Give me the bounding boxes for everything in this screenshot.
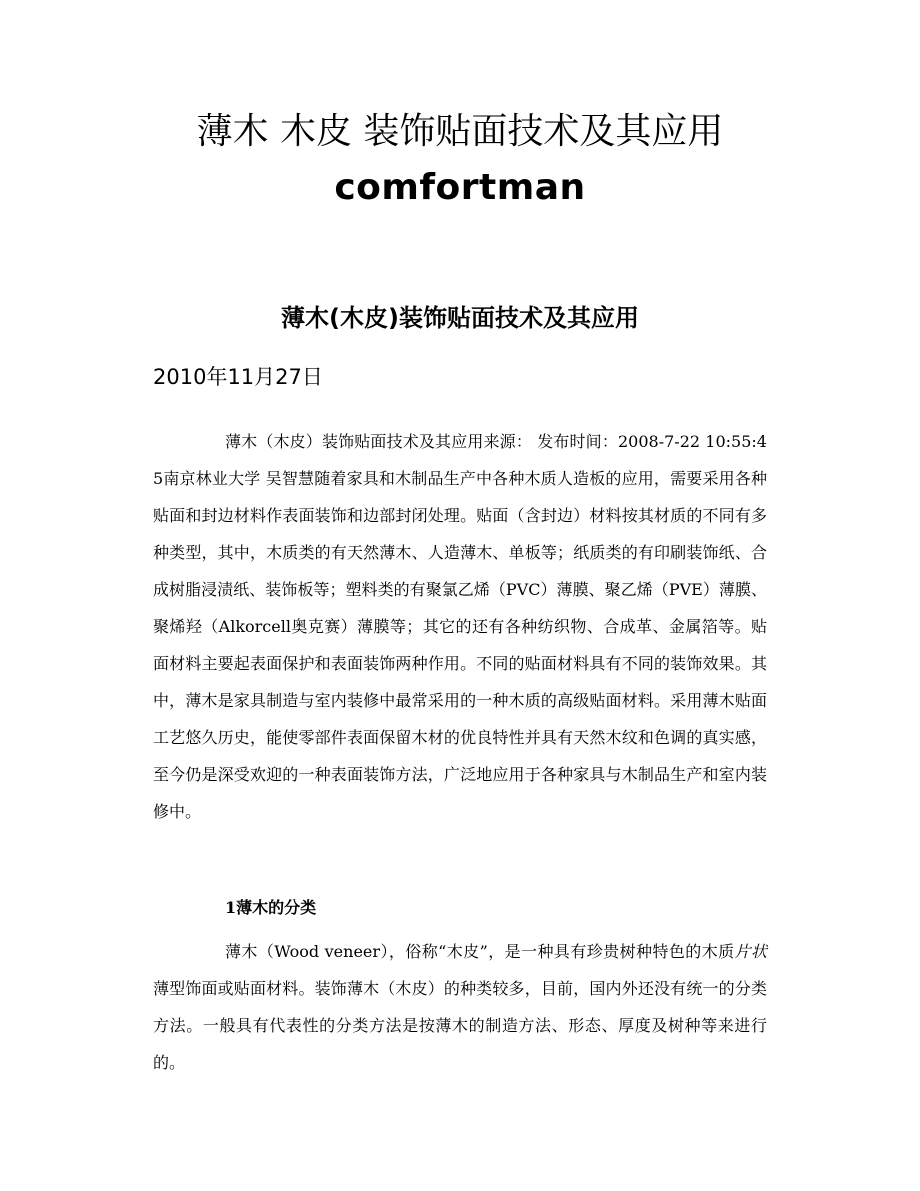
document-title-line2: comfortman (334, 167, 586, 208)
classification-paragraph (153, 933, 767, 1081)
publish-date: 2010年11月27日 (153, 365, 323, 389)
intro-paragraph: 薄木（木皮）装饰贴面技术及其应用来源： 发布时间：2008-7-22 10:55:45南京林业大学 吴智慧随着家具和木制品生产中各种木质人造板的应用，需要采用各种贴面和封边材料作表面装饰和边部封闭处理。贴面（含封边）材料按其材质的不同有多种类型，其中，木质类的有天然薄木、人造薄木、单板等；纸质类的有印刷装饰纸、合成树脂浸渍纸、装饰板等；塑料类的有聚氯乙烯（PVC）薄膜、聚乙烯（PVE）薄膜、聚烯羟（Alkorcell奥克赛）薄膜等；其它的还有各种纺织物、合成革、金属箔等。贴面材料主要起表面保护和表面装饰两种作用。不同的贴面材料具有不同的装饰效果。其中，薄木是家具制造与室内装修中最常采用的一种木质的高级贴面材料。采用薄木贴面工艺悠久历史，能使零部件表面保留木材的优良特性并具有天然木纹和色调的真实感，至今仍是深受欢迎的一种表面装饰方法，广泛地应用于各种家具与木制品生产和室内装修中。 (153, 432, 767, 821)
document-title (0, 104, 920, 216)
classification-paragraph-text-1: 薄木（Wood veneer），俗称“木皮”，是一种具有珍贵树种特色的木质 (225, 942, 735, 961)
section-heading-classification: 1薄木的分类 (225, 898, 317, 917)
classification-paragraph-text-2: 薄型饰面或贴面材料。装饰薄木（木皮）的种类较多，目前，国内外还没有统一的分类方法。一般具有代表性的分类方法是按薄木的制造方法、形态、厚度及树种等来进行的。 (153, 979, 767, 1072)
classification-paragraph-italic: 片状 (734, 942, 767, 961)
article-subtitle: 薄木(木皮)装饰贴面技术及其应用 (281, 304, 639, 332)
document-title-line1: 薄木 木皮 装饰贴面技术及其应用 (196, 111, 724, 152)
